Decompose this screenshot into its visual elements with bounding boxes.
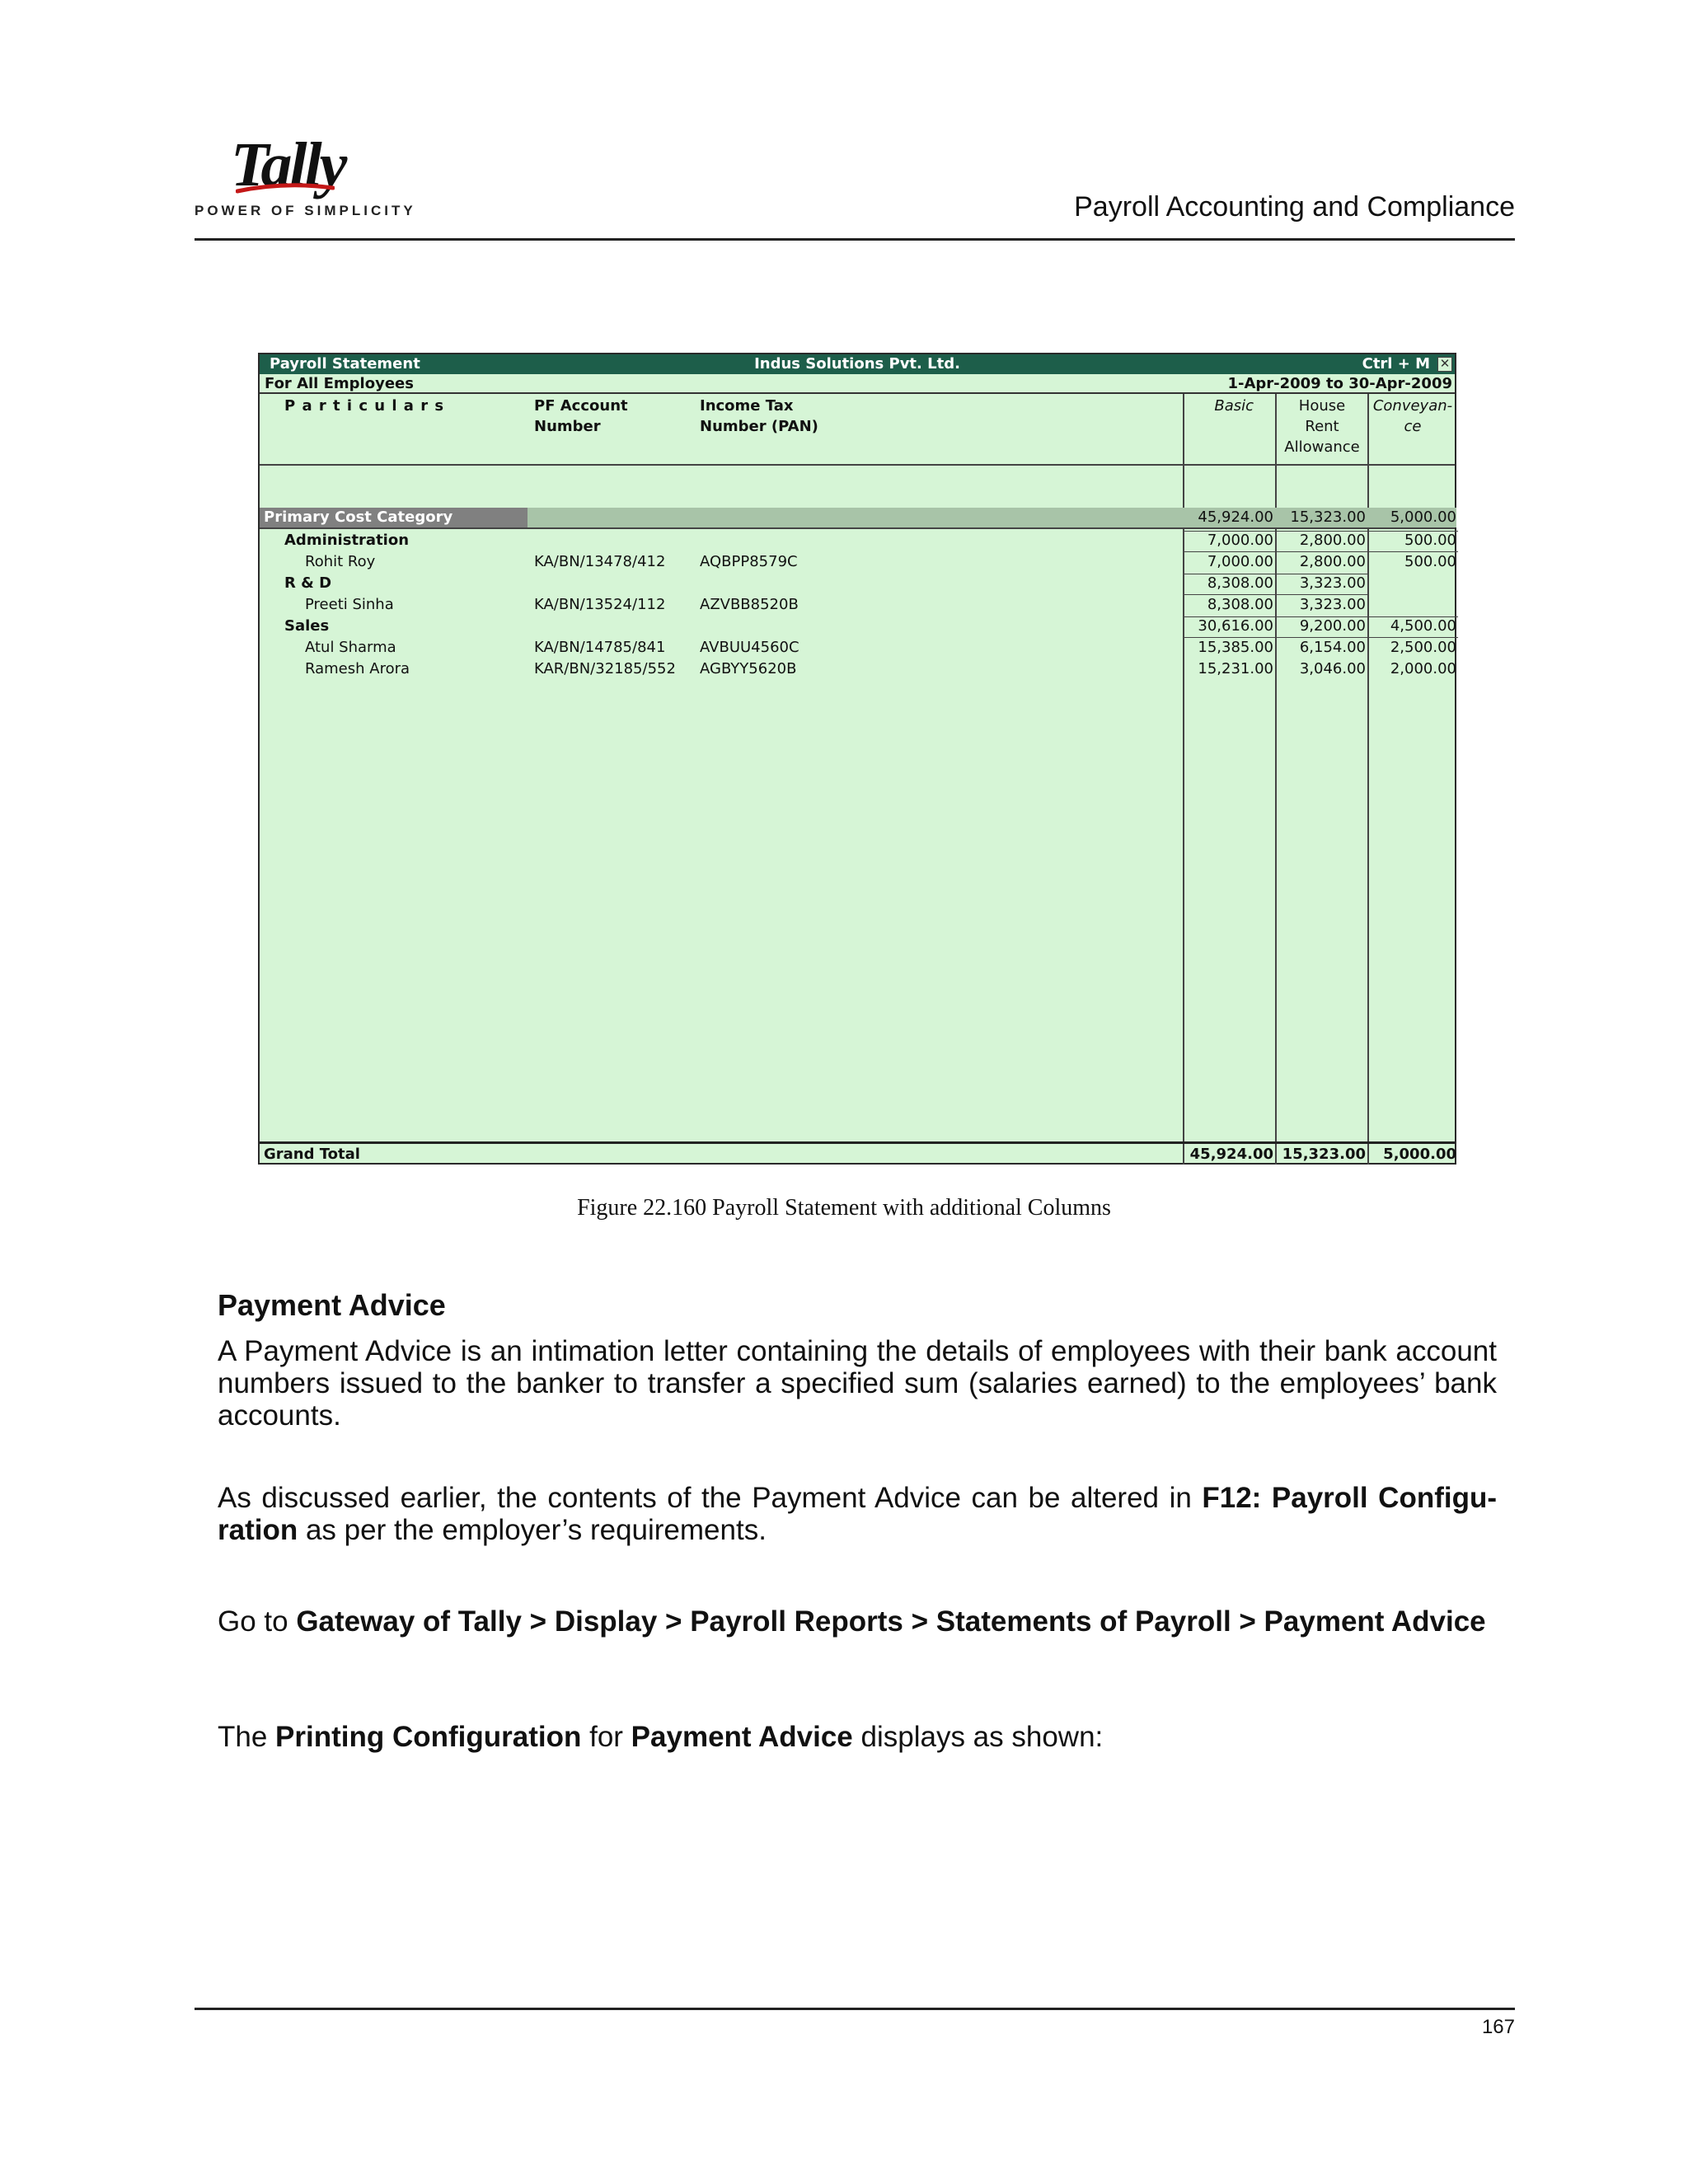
table-row-name[interactable]: Ramesh Arora bbox=[305, 660, 410, 677]
table-row-hra: 3,323.00 bbox=[1299, 574, 1366, 592]
page-number: 167 bbox=[1481, 2016, 1515, 2038]
grand-total-label: Grand Total bbox=[264, 1146, 360, 1163]
tally-logo bbox=[195, 130, 416, 223]
col-header-conveyance-line1: Conveyan- bbox=[1372, 397, 1453, 415]
table-row-conveyance: 2,000.00 bbox=[1390, 660, 1456, 677]
screen-subtitle-bar bbox=[260, 374, 1455, 394]
table-row-basic: 15,231.00 bbox=[1198, 660, 1273, 677]
logo-wordmark: Tally bbox=[231, 130, 345, 199]
table-row-name[interactable]: Preeti Sinha bbox=[305, 596, 394, 613]
table-row-name[interactable]: Rohit Roy bbox=[305, 553, 376, 570]
table-row-conveyance: 500.00 bbox=[1404, 532, 1456, 549]
table-row-hra: 2,800.00 bbox=[1299, 553, 1366, 570]
table-row-pf: KA/BN/13524/112 bbox=[534, 596, 666, 613]
grand-total-basic: 45,924.00 bbox=[1189, 1146, 1273, 1163]
screen-title-bar bbox=[260, 354, 1455, 374]
table-row-basic: 8,308.00 bbox=[1207, 574, 1273, 592]
table-row-conveyance: 500.00 bbox=[1404, 553, 1456, 570]
paragraph-emphasis: Payment Advice bbox=[631, 1721, 853, 1753]
page-header-title: Payroll Accounting and Compliance bbox=[1074, 191, 1515, 223]
section-heading: Payment Advice bbox=[218, 1288, 446, 1322]
table-row-hra: 3,046.00 bbox=[1299, 660, 1366, 677]
screen-company-name: Indus Solutions Pvt. Ltd. bbox=[754, 355, 960, 373]
table-row-pan: AVBUU4560C bbox=[700, 639, 799, 656]
table-row-pf: KA/BN/14785/841 bbox=[534, 639, 666, 656]
col-header-pf-line1: PF Account bbox=[534, 397, 628, 415]
screen-report-name: Payroll Statement bbox=[270, 355, 420, 373]
screen-filter-label: For All Employees bbox=[265, 375, 414, 392]
table-row-pan: AQBPP8579C bbox=[700, 553, 798, 570]
footer-rule bbox=[195, 2008, 1515, 2010]
cost-category-name: Primary Cost Category bbox=[260, 508, 528, 527]
navigation-path: Gateway of Tally > Display > Payroll Reports > Statements of Payroll > Payment Advice bbox=[296, 1605, 1486, 1638]
close-icon[interactable]: ✕ bbox=[1437, 357, 1452, 372]
table-row-basic: 7,000.00 bbox=[1207, 532, 1273, 549]
table-row-basic: 8,308.00 bbox=[1207, 596, 1273, 613]
col-header-pan-line2: Number (PAN) bbox=[700, 418, 818, 435]
col-header-conveyance-line2: ce bbox=[1404, 418, 1422, 435]
grand-total-conveyance: 5,000.00 bbox=[1383, 1146, 1456, 1163]
paragraph-text: The bbox=[218, 1721, 276, 1753]
paragraph-text: Go to bbox=[218, 1605, 297, 1638]
col-header-hra-line1: House bbox=[1298, 397, 1346, 415]
col-header-basic: Basic bbox=[1214, 397, 1254, 415]
table-row-name[interactable]: Administration bbox=[284, 532, 410, 549]
col-header-particulars: P a r t i c u l a r s bbox=[284, 397, 445, 415]
table-row-hra: 3,323.00 bbox=[1299, 596, 1366, 613]
logo-swoosh-icon bbox=[236, 183, 335, 194]
header-rule bbox=[195, 238, 1515, 241]
col-header-pan-line1: Income Tax bbox=[700, 397, 794, 415]
paragraph-navigation bbox=[218, 1605, 1497, 1638]
screen-shortcut: Ctrl + M bbox=[1362, 355, 1430, 373]
grand-total-hra: 15,323.00 bbox=[1282, 1146, 1366, 1163]
paragraph-configuration bbox=[218, 1482, 1497, 1546]
table-row-pf: KA/BN/13478/412 bbox=[534, 553, 666, 570]
category-underline bbox=[260, 527, 1455, 529]
paragraph-printing bbox=[218, 1721, 1497, 1753]
col-header-hra-line3: Allowance bbox=[1284, 438, 1360, 456]
table-row-basic: 30,616.00 bbox=[1198, 617, 1273, 635]
header-divider bbox=[260, 464, 1455, 466]
col-header-pf-line2: Number bbox=[534, 418, 601, 435]
paragraph-text: displays as shown: bbox=[852, 1721, 1104, 1753]
paragraph-text: As discussed earlier, the contents of the Payment Advice can be altered in bbox=[218, 1482, 1203, 1514]
paragraph-emphasis: F12: Payroll Configu-ration bbox=[218, 1482, 1497, 1546]
col-header-hra-line2: Rent bbox=[1305, 418, 1339, 435]
figure-caption: Figure 22.160 Payroll Statement with additional Columns bbox=[577, 1195, 1111, 1221]
table-row-basic: 15,385.00 bbox=[1198, 639, 1273, 656]
table-row-conveyance: 4,500.00 bbox=[1390, 617, 1456, 635]
table-row-pan: AGBYY5620B bbox=[700, 660, 797, 677]
paragraph-intro: A Payment Advice is an intimation letter containing the details of employees with their bank account numbers issued to the banker to transfer a specified sum (salaries earned) to the employees’ bank accounts. bbox=[218, 1335, 1497, 1432]
table-row-hra: 9,200.00 bbox=[1299, 617, 1366, 635]
table-row-pan: AZVBB8520B bbox=[700, 596, 799, 613]
paragraph-emphasis: Printing Configuration bbox=[275, 1721, 582, 1753]
category-conveyance: 5,000.00 bbox=[1390, 509, 1456, 526]
table-row-basic: 7,000.00 bbox=[1207, 553, 1273, 570]
screen-period[interactable]: 1-Apr-2009 to 30-Apr-2009 bbox=[1227, 375, 1452, 392]
category-basic: 45,924.00 bbox=[1198, 509, 1273, 526]
table-row-name[interactable]: Atul Sharma bbox=[305, 639, 396, 656]
cost-category-row[interactable] bbox=[260, 508, 1455, 527]
table-row-hra: 6,154.00 bbox=[1299, 639, 1366, 656]
grand-total-row bbox=[260, 1141, 1455, 1165]
table-row-conveyance: 2,500.00 bbox=[1390, 639, 1456, 656]
paragraph-text: for bbox=[581, 1721, 631, 1753]
table-row-pf: KAR/BN/32185/552 bbox=[534, 660, 676, 677]
table-row-name[interactable]: Sales bbox=[284, 617, 330, 635]
table-row-hra: 2,800.00 bbox=[1299, 532, 1366, 549]
table-row-name[interactable]: R & D bbox=[284, 574, 332, 592]
paragraph-text: as per the employer’s requirements. bbox=[298, 1514, 767, 1546]
payroll-statement-screen bbox=[258, 353, 1456, 1165]
logo-tagline: POWER OF SIMPLICITY bbox=[195, 203, 416, 218]
category-hra: 15,323.00 bbox=[1290, 509, 1366, 526]
